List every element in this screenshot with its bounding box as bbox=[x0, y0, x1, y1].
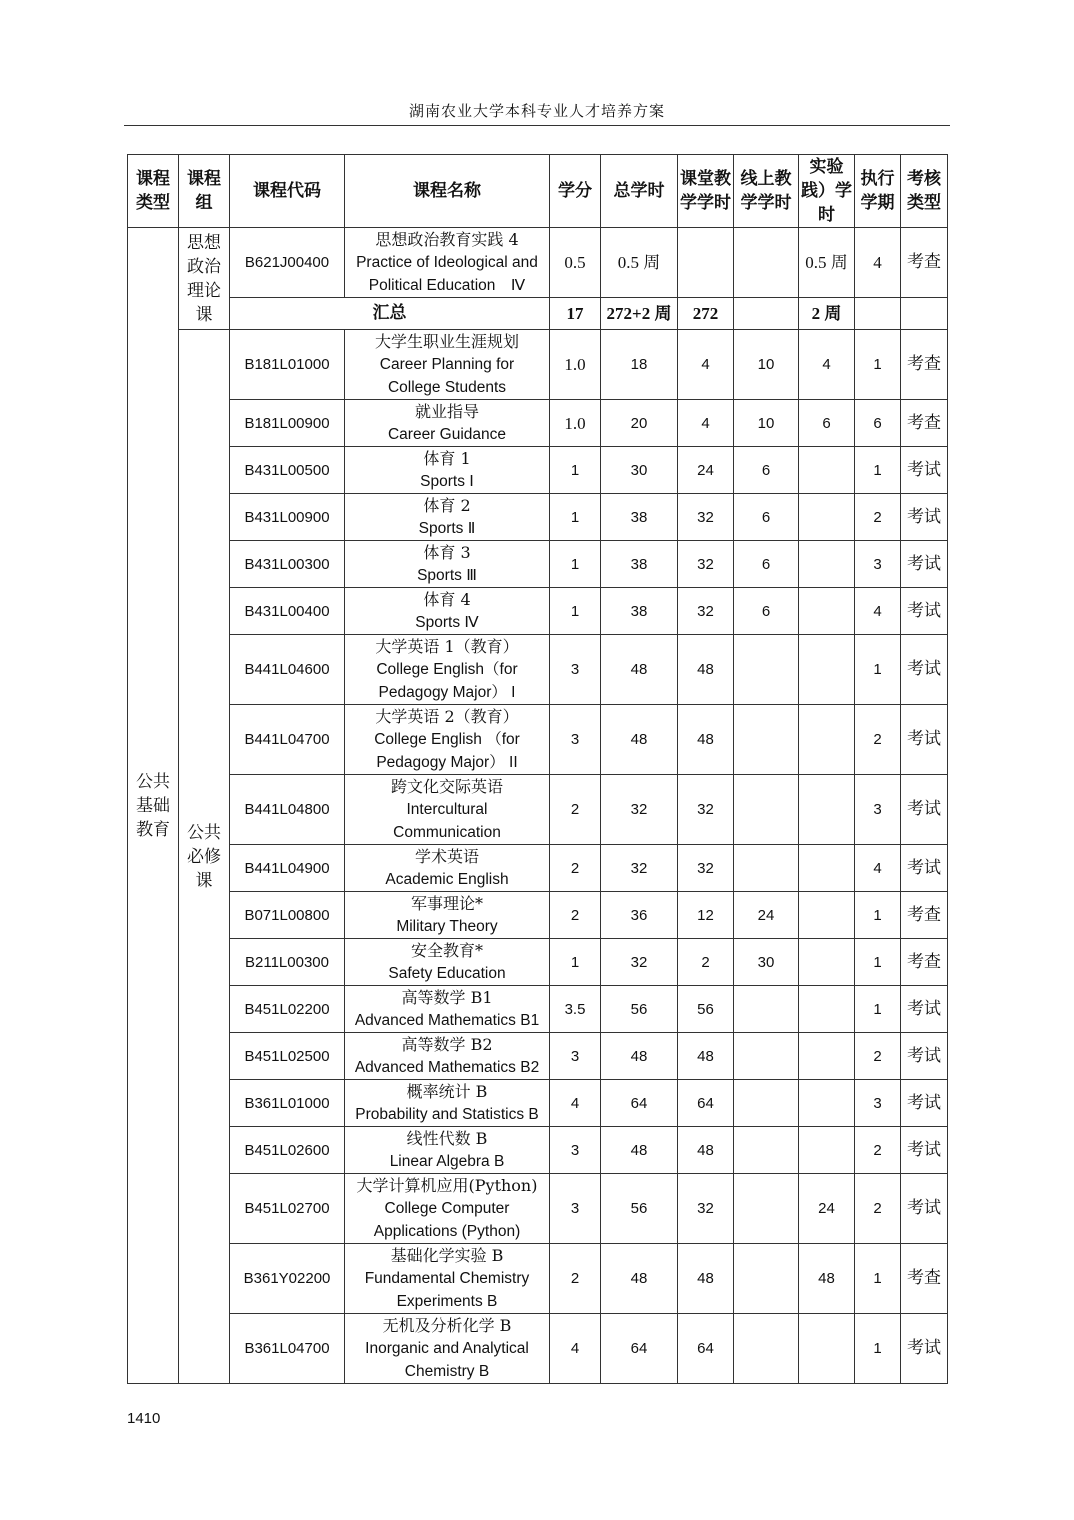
lab-hours-cell bbox=[799, 494, 855, 541]
lab-hours-cell bbox=[799, 541, 855, 588]
term-cell: 3 bbox=[855, 541, 901, 588]
credit-cell: 1 bbox=[550, 541, 601, 588]
exam-type-cell: 考查 bbox=[901, 330, 948, 400]
exam-type-cell: 考查 bbox=[901, 939, 948, 986]
class-hours-cell: 12 bbox=[678, 892, 734, 939]
course-name bbox=[345, 1174, 550, 1244]
lab-hours-cell bbox=[799, 1314, 855, 1384]
course-name-en: Academic English bbox=[385, 871, 509, 888]
exam-type-cell: 考试 bbox=[901, 541, 948, 588]
course-code: B431L00500 bbox=[230, 447, 345, 494]
class-hours-cell: 32 bbox=[678, 541, 734, 588]
online-hours-cell: 6 bbox=[734, 447, 799, 494]
exam-type-cell: 考查 bbox=[901, 228, 948, 298]
course-table bbox=[127, 154, 948, 1384]
col-header-term: 执行学期 bbox=[855, 155, 901, 228]
credit-cell: 2 bbox=[550, 845, 601, 892]
lab-hours-cell: 0.5 周 bbox=[799, 228, 855, 298]
course-name-zh: 线性代数 B bbox=[406, 1129, 488, 1148]
term-cell: 2 bbox=[855, 1033, 901, 1080]
course-name-en: Fundamental Chemistry bbox=[364, 1270, 530, 1287]
lab-hours-cell: 4 bbox=[799, 330, 855, 400]
total-hours-cell: 48 bbox=[601, 1033, 678, 1080]
course-code: B451L02500 bbox=[230, 1033, 345, 1080]
total-hours-cell: 20 bbox=[601, 400, 678, 447]
course-name-zh: 军事理论* bbox=[410, 894, 483, 913]
lab-hours-cell bbox=[799, 775, 855, 845]
credit-cell: 1.0 bbox=[550, 330, 601, 400]
lab-hours-cell bbox=[799, 1127, 855, 1174]
course-name-en: Advanced Mathematics B2 bbox=[354, 1059, 540, 1076]
course-name-zh: 安全教育* bbox=[410, 941, 483, 960]
credit-cell: 1 bbox=[550, 494, 601, 541]
credit-cell: 3 bbox=[550, 1127, 601, 1174]
course-name-zh: 思想政治教育实践 4 bbox=[375, 230, 519, 249]
online-hours-cell: 6 bbox=[734, 541, 799, 588]
page-header-title: 湖南农业大学本科专业人才培养方案 bbox=[408, 102, 665, 120]
lab-hours-cell bbox=[799, 986, 855, 1033]
summary-term bbox=[855, 298, 901, 330]
category-cell: 公共基础教育 bbox=[128, 228, 179, 1384]
online-hours-cell: 10 bbox=[734, 400, 799, 447]
exam-type-cell: 考试 bbox=[901, 1080, 948, 1127]
table-row bbox=[128, 892, 948, 939]
exam-type-cell: 考查 bbox=[901, 400, 948, 447]
course-code: B441L04800 bbox=[230, 775, 345, 845]
summary-lab: 2 周 bbox=[799, 298, 855, 330]
summary-label: 汇总 bbox=[230, 298, 550, 330]
total-hours-cell: 38 bbox=[601, 588, 678, 635]
page-number: 1410 bbox=[127, 1410, 161, 1427]
course-name-en: Sports Ⅲ bbox=[417, 567, 477, 584]
course-name-en: Experiments B bbox=[396, 1293, 498, 1310]
col-header-group: 课程组 bbox=[179, 155, 230, 228]
exam-type-cell: 考试 bbox=[901, 588, 948, 635]
group-cell-ideology: 思想政治理论课 bbox=[179, 228, 230, 330]
exam-type-cell: 考查 bbox=[901, 892, 948, 939]
online-hours-cell: 24 bbox=[734, 892, 799, 939]
course-name-en: Military Theory bbox=[396, 918, 498, 935]
term-cell: 1 bbox=[855, 447, 901, 494]
course-name-en: College English（for bbox=[376, 661, 518, 678]
exam-type-cell: 考试 bbox=[901, 635, 948, 705]
credit-cell: 1 bbox=[550, 447, 601, 494]
table-row bbox=[128, 400, 948, 447]
term-cell: 6 bbox=[855, 400, 901, 447]
course-name-zh: 概率统计 B bbox=[406, 1082, 488, 1101]
total-hours-cell: 64 bbox=[601, 1314, 678, 1384]
lab-hours-cell bbox=[799, 845, 855, 892]
course-name-zh: 体育 2 bbox=[423, 496, 471, 515]
total-hours-cell: 36 bbox=[601, 892, 678, 939]
lab-hours-cell: 48 bbox=[799, 1244, 855, 1314]
course-code: B361L04700 bbox=[230, 1314, 345, 1384]
online-hours-cell bbox=[734, 1244, 799, 1314]
course-name bbox=[345, 228, 550, 298]
term-cell: 1 bbox=[855, 1314, 901, 1384]
lab-hours-cell bbox=[799, 1033, 855, 1080]
exam-type-cell: 考查 bbox=[901, 1244, 948, 1314]
course-name bbox=[345, 1244, 550, 1314]
course-name-en: Career Planning for bbox=[379, 356, 515, 373]
credit-cell: 2 bbox=[550, 892, 601, 939]
credit-cell: 1.0 bbox=[550, 400, 601, 447]
table-row bbox=[128, 845, 948, 892]
online-hours-cell bbox=[734, 635, 799, 705]
course-name-en: Sports Ⅳ bbox=[415, 614, 479, 631]
online-hours-cell bbox=[734, 986, 799, 1033]
col-header-lab: 实验践）学时 bbox=[799, 155, 855, 228]
summary-online bbox=[734, 298, 799, 330]
term-cell: 1 bbox=[855, 939, 901, 986]
course-code: B181L00900 bbox=[230, 400, 345, 447]
lab-hours-cell bbox=[799, 939, 855, 986]
course-name bbox=[345, 541, 550, 588]
course-name bbox=[345, 1127, 550, 1174]
table-row bbox=[128, 1033, 948, 1080]
course-name-zh: 体育 4 bbox=[423, 590, 471, 609]
table-row bbox=[128, 1174, 948, 1244]
course-code: B181L01000 bbox=[230, 330, 345, 400]
table-row bbox=[128, 705, 948, 775]
exam-type-cell: 考试 bbox=[901, 1127, 948, 1174]
course-code: B431L00300 bbox=[230, 541, 345, 588]
online-hours-cell: 6 bbox=[734, 588, 799, 635]
lab-hours-cell bbox=[799, 705, 855, 775]
class-hours-cell: 32 bbox=[678, 1174, 734, 1244]
credit-cell: 4 bbox=[550, 1314, 601, 1384]
col-header-credit: 学分 bbox=[550, 155, 601, 228]
table-row bbox=[128, 1314, 948, 1384]
table-row bbox=[128, 447, 948, 494]
course-name-en: Chemistry B bbox=[404, 1363, 490, 1380]
class-hours-cell: 32 bbox=[678, 845, 734, 892]
credit-cell: 3 bbox=[550, 635, 601, 705]
term-cell: 2 bbox=[855, 1174, 901, 1244]
term-cell: 2 bbox=[855, 494, 901, 541]
online-hours-cell bbox=[734, 1033, 799, 1080]
lab-hours-cell: 6 bbox=[799, 400, 855, 447]
total-hours-cell: 48 bbox=[601, 1244, 678, 1314]
course-code: B441L04700 bbox=[230, 705, 345, 775]
online-hours-cell bbox=[734, 1127, 799, 1174]
course-name bbox=[345, 986, 550, 1033]
total-hours-cell: 64 bbox=[601, 1080, 678, 1127]
course-name-en: College Computer bbox=[384, 1200, 510, 1217]
class-hours-cell: 64 bbox=[678, 1080, 734, 1127]
online-hours-cell bbox=[734, 705, 799, 775]
exam-type-cell: 考试 bbox=[901, 494, 948, 541]
class-hours-cell: 48 bbox=[678, 1033, 734, 1080]
course-name-zh: 无机及分析化学 B bbox=[382, 1316, 512, 1335]
online-hours-cell bbox=[734, 228, 799, 298]
lab-hours-cell bbox=[799, 447, 855, 494]
term-cell: 3 bbox=[855, 1080, 901, 1127]
total-hours-cell: 48 bbox=[601, 1127, 678, 1174]
total-hours-cell: 48 bbox=[601, 635, 678, 705]
total-hours-cell: 32 bbox=[601, 775, 678, 845]
col-header-code: 课程代码 bbox=[230, 155, 345, 228]
term-cell: 1 bbox=[855, 1244, 901, 1314]
class-hours-cell: 32 bbox=[678, 588, 734, 635]
total-hours-cell: 56 bbox=[601, 1174, 678, 1244]
credit-cell: 3 bbox=[550, 1033, 601, 1080]
total-hours-cell: 38 bbox=[601, 494, 678, 541]
class-hours-cell: 2 bbox=[678, 939, 734, 986]
total-hours-cell: 38 bbox=[601, 541, 678, 588]
course-name-en: Applications (Python) bbox=[373, 1223, 521, 1240]
summary-total: 272+2 周 bbox=[601, 298, 678, 330]
credit-cell: 3 bbox=[550, 1174, 601, 1244]
lab-hours-cell bbox=[799, 588, 855, 635]
exam-type-cell: 考试 bbox=[901, 986, 948, 1033]
course-name-en: Advanced Mathematics B1 bbox=[354, 1012, 540, 1029]
class-hours-cell: 64 bbox=[678, 1314, 734, 1384]
course-name-zh: 大学英语 1（教育） bbox=[375, 637, 519, 656]
course-name-en: Probability and Statistics B bbox=[355, 1106, 539, 1123]
course-name-en: Safety Education bbox=[388, 965, 506, 982]
table-row bbox=[128, 588, 948, 635]
course-name bbox=[345, 330, 550, 400]
total-hours-cell: 48 bbox=[601, 705, 678, 775]
course-name bbox=[345, 1080, 550, 1127]
course-code: B361L01000 bbox=[230, 1080, 345, 1127]
summary-row bbox=[128, 298, 948, 330]
table-row bbox=[128, 986, 948, 1033]
col-header-class: 课堂教学学时 bbox=[678, 155, 734, 228]
exam-type-cell: 考试 bbox=[901, 845, 948, 892]
class-hours-cell: 48 bbox=[678, 1244, 734, 1314]
col-header-type: 课程类型 bbox=[128, 155, 179, 228]
online-hours-cell bbox=[734, 1314, 799, 1384]
term-cell: 4 bbox=[855, 588, 901, 635]
online-hours-cell bbox=[734, 775, 799, 845]
group-cell-required: 公共必修课 bbox=[179, 330, 230, 1384]
exam-type-cell: 考试 bbox=[901, 775, 948, 845]
course-name bbox=[345, 400, 550, 447]
course-name bbox=[345, 588, 550, 635]
total-hours-cell: 18 bbox=[601, 330, 678, 400]
course-name-en: Pedagogy Major） I bbox=[378, 684, 516, 701]
course-name-en: Practice of Ideological and bbox=[356, 254, 538, 271]
course-code: B431L00400 bbox=[230, 588, 345, 635]
online-hours-cell bbox=[734, 845, 799, 892]
class-hours-cell: 4 bbox=[678, 330, 734, 400]
summary-class: 272 bbox=[678, 298, 734, 330]
term-cell: 4 bbox=[855, 845, 901, 892]
course-name bbox=[345, 939, 550, 986]
course-name bbox=[345, 494, 550, 541]
table-row bbox=[128, 939, 948, 986]
table-header-row bbox=[128, 155, 948, 228]
course-name bbox=[345, 447, 550, 494]
term-cell: 1 bbox=[855, 892, 901, 939]
col-header-total: 总学时 bbox=[601, 155, 678, 228]
class-hours-cell: 56 bbox=[678, 986, 734, 1033]
summary-exam bbox=[901, 298, 948, 330]
col-header-name: 课程名称 bbox=[345, 155, 550, 228]
class-hours-cell: 24 bbox=[678, 447, 734, 494]
class-hours-cell: 4 bbox=[678, 400, 734, 447]
course-code: B071L00800 bbox=[230, 892, 345, 939]
course-name-en: College English （for bbox=[374, 731, 520, 748]
course-name-en: Inorganic and Analytical bbox=[365, 1340, 529, 1357]
table-row bbox=[128, 228, 948, 298]
course-name-zh: 学术英语 bbox=[414, 847, 479, 866]
lab-hours-cell bbox=[799, 635, 855, 705]
term-cell: 2 bbox=[855, 1127, 901, 1174]
table-row bbox=[128, 330, 948, 400]
course-name-zh: 体育 1 bbox=[423, 449, 471, 468]
credit-cell: 2 bbox=[550, 775, 601, 845]
course-name-zh: 基础化学实验 B bbox=[390, 1246, 504, 1265]
class-hours-cell: 48 bbox=[678, 1127, 734, 1174]
course-code: B441L04600 bbox=[230, 635, 345, 705]
exam-type-cell: 考试 bbox=[901, 705, 948, 775]
course-code: B451L02600 bbox=[230, 1127, 345, 1174]
course-code: B451L02700 bbox=[230, 1174, 345, 1244]
term-cell: 4 bbox=[855, 228, 901, 298]
online-hours-cell: 30 bbox=[734, 939, 799, 986]
summary-credit: 17 bbox=[550, 298, 601, 330]
table-row bbox=[128, 494, 948, 541]
exam-type-cell: 考试 bbox=[901, 1314, 948, 1384]
credit-cell: 3 bbox=[550, 705, 601, 775]
course-name-en: Communication bbox=[393, 824, 501, 841]
course-name bbox=[345, 1314, 550, 1384]
total-hours-cell: 32 bbox=[601, 845, 678, 892]
lab-hours-cell: 24 bbox=[799, 1174, 855, 1244]
exam-type-cell: 考试 bbox=[901, 1033, 948, 1080]
term-cell: 1 bbox=[855, 635, 901, 705]
table-row bbox=[128, 1127, 948, 1174]
col-header-exam: 考核类型 bbox=[901, 155, 948, 228]
total-hours-cell: 32 bbox=[601, 939, 678, 986]
course-name-zh: 体育 3 bbox=[423, 543, 471, 562]
total-hours-cell: 30 bbox=[601, 447, 678, 494]
course-name-zh: 就业指导 bbox=[414, 402, 479, 421]
course-name-zh: 跨文化交际英语 bbox=[390, 777, 503, 796]
course-name bbox=[345, 892, 550, 939]
course-code: B431L00900 bbox=[230, 494, 345, 541]
class-hours-cell: 32 bbox=[678, 494, 734, 541]
course-code: B441L04900 bbox=[230, 845, 345, 892]
course-name-en: College Students bbox=[387, 379, 507, 396]
header-rule bbox=[124, 125, 950, 126]
online-hours-cell bbox=[734, 1080, 799, 1127]
course-name-zh: 大学计算机应用(Python) bbox=[356, 1176, 538, 1195]
course-code: B621J00400 bbox=[230, 228, 345, 298]
course-name bbox=[345, 1033, 550, 1080]
table-row bbox=[128, 775, 948, 845]
course-code: B361Y02200 bbox=[230, 1244, 345, 1314]
course-name bbox=[345, 635, 550, 705]
online-hours-cell bbox=[734, 1174, 799, 1244]
course-name-en: Career Guidance bbox=[387, 426, 507, 443]
table-row bbox=[128, 1244, 948, 1314]
lab-hours-cell bbox=[799, 892, 855, 939]
class-hours-cell: 32 bbox=[678, 775, 734, 845]
course-name bbox=[345, 775, 550, 845]
credit-cell: 1 bbox=[550, 588, 601, 635]
course-name bbox=[345, 705, 550, 775]
course-name-en: Sports Ⅱ bbox=[418, 520, 476, 537]
class-hours-cell: 48 bbox=[678, 705, 734, 775]
credit-cell: 1 bbox=[550, 939, 601, 986]
table-row bbox=[128, 1080, 948, 1127]
course-name-zh: 大学生职业生涯规划 bbox=[374, 332, 519, 351]
course-name-en: Intercultural bbox=[406, 801, 488, 818]
exam-type-cell: 考试 bbox=[901, 447, 948, 494]
credit-cell: 4 bbox=[550, 1080, 601, 1127]
term-cell: 3 bbox=[855, 775, 901, 845]
course-code: B211L00300 bbox=[230, 939, 345, 986]
course-name-en: Linear Algebra B bbox=[389, 1153, 505, 1170]
lab-hours-cell bbox=[799, 1080, 855, 1127]
credit-cell: 0.5 bbox=[550, 228, 601, 298]
term-cell: 2 bbox=[855, 705, 901, 775]
table-row bbox=[128, 635, 948, 705]
total-hours-cell: 56 bbox=[601, 986, 678, 1033]
course-name-en: Pedagogy Major） II bbox=[376, 754, 518, 771]
course-name-en: Political Education Ⅳ bbox=[368, 277, 526, 294]
online-hours-cell: 6 bbox=[734, 494, 799, 541]
course-name-en: Sports Ⅰ bbox=[420, 473, 474, 490]
term-cell: 1 bbox=[855, 330, 901, 400]
online-hours-cell: 10 bbox=[734, 330, 799, 400]
course-name-zh: 大学英语 2（教育） bbox=[375, 707, 519, 726]
course-code: B451L02200 bbox=[230, 986, 345, 1033]
term-cell: 1 bbox=[855, 986, 901, 1033]
class-hours-cell bbox=[678, 228, 734, 298]
table-row bbox=[128, 541, 948, 588]
credit-cell: 3.5 bbox=[550, 986, 601, 1033]
course-name-zh: 高等数学 B1 bbox=[401, 988, 493, 1007]
course-name-zh: 高等数学 B2 bbox=[401, 1035, 493, 1054]
exam-type-cell: 考试 bbox=[901, 1174, 948, 1244]
col-header-online: 线上教学学时 bbox=[734, 155, 799, 228]
credit-cell: 2 bbox=[550, 1244, 601, 1314]
course-name bbox=[345, 845, 550, 892]
class-hours-cell: 48 bbox=[678, 635, 734, 705]
total-hours-cell: 0.5 周 bbox=[601, 228, 678, 298]
